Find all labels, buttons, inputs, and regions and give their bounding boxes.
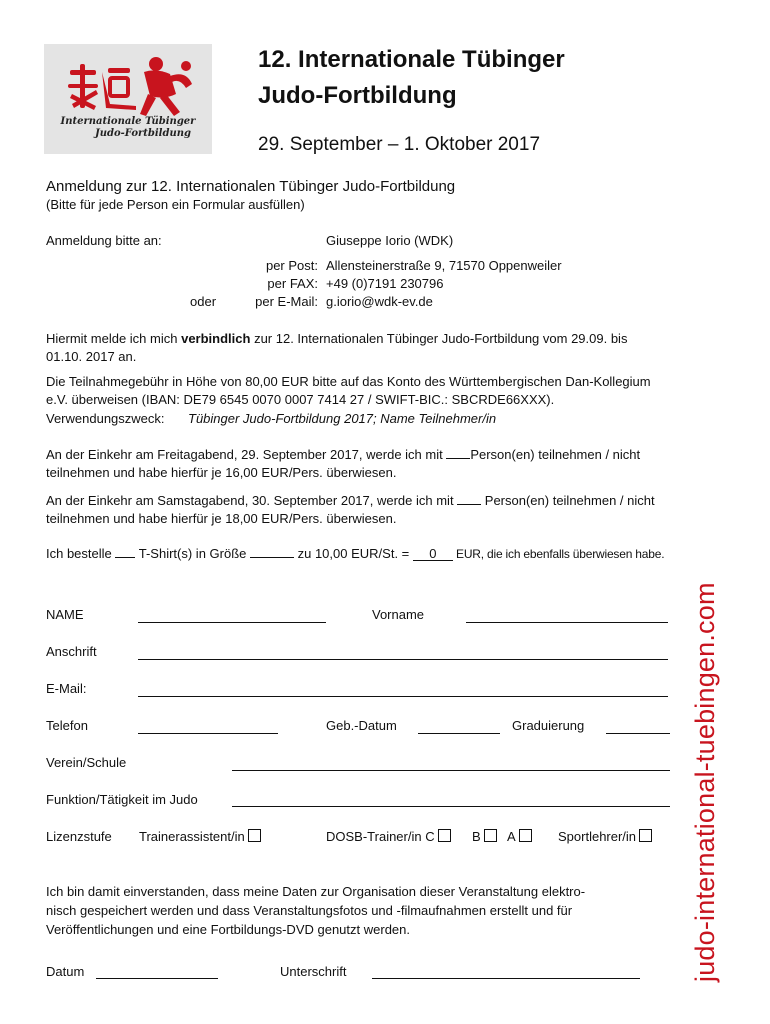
saturday-text-b: Person(en) teilnehmen / nicht bbox=[481, 493, 655, 508]
saturday-text-c: teilnehmen und habe hierfür je 18,00 EUR/Pers. überwiesen. bbox=[46, 511, 397, 526]
name-field[interactable] bbox=[138, 622, 326, 623]
geb-datum-label: Geb.-Datum bbox=[326, 718, 397, 733]
dosb-c-option[interactable] bbox=[326, 829, 451, 844]
friday-text-a: An der Einkehr am Freitagabend, 29. September 2017, werde ich mit bbox=[46, 447, 447, 462]
vorname-field[interactable] bbox=[466, 622, 668, 623]
saturday-persons-blank[interactable] bbox=[457, 492, 481, 505]
trainerassistent-checkbox[interactable] bbox=[248, 829, 261, 842]
anschrift-field[interactable] bbox=[138, 659, 668, 660]
tshirt-amount-field[interactable] bbox=[413, 546, 453, 561]
dosb-b-label: B bbox=[472, 829, 481, 844]
graduierung-field[interactable] bbox=[606, 733, 670, 734]
telefon-label: Telefon bbox=[46, 718, 88, 733]
post-label: per Post: bbox=[265, 258, 318, 273]
para1-text-a: Hiermit melde ich mich bbox=[46, 331, 182, 346]
consent-line1: Ich bin damit einverstanden, dass meine Daten zur Organisation dieser Veranstaltung elektro- bbox=[46, 884, 586, 899]
fax-label: per FAX: bbox=[267, 276, 318, 291]
trainerassistent-option[interactable] bbox=[139, 829, 261, 844]
trainerassistent-label: Trainerassistent/in bbox=[139, 829, 245, 844]
fax-number: +49 (0)7191 230796 bbox=[326, 276, 444, 291]
para1-text-b: zur 12. Internationalen Tübinger Judo-Fortbildung vom 29.09. bis bbox=[250, 331, 628, 346]
friday-text-c: teilnehmen und habe hierfür je 16,00 EUR/Pers. überwiesen. bbox=[46, 465, 397, 480]
logo-caption-line2: Judo-Fortbildung bbox=[94, 128, 192, 139]
tshirt-text-c: zu 10,00 EUR/St. = bbox=[294, 546, 413, 561]
anschrift-label: Anschrift bbox=[46, 644, 97, 659]
sportlehrer-label: Sportlehrer/in bbox=[558, 829, 637, 844]
saturday-text-a: An der Einkehr am Samstagabend, 30. September 2017, werde ich mit bbox=[46, 493, 458, 508]
event-logo bbox=[44, 44, 212, 154]
verein-label: Verein/Schule bbox=[46, 755, 127, 770]
vorname-label: Vorname bbox=[372, 607, 425, 622]
friday-dinner-option bbox=[46, 446, 726, 482]
telefon-field[interactable] bbox=[138, 733, 278, 734]
datum-field[interactable] bbox=[96, 978, 218, 979]
para1-bold: verbindlich bbox=[181, 331, 251, 346]
registration-statement bbox=[46, 330, 696, 366]
consent-line2: nisch gespeichert werden und dass Veranstaltungsfotos und -filmaufnahmen erstellt und für bbox=[46, 903, 573, 918]
dosb-c-label: DOSB-Trainer/in C bbox=[326, 829, 435, 844]
tshirt-count-blank[interactable] bbox=[115, 545, 135, 558]
title-line1: 12. Internationale Tübinger bbox=[258, 46, 565, 73]
signature-field[interactable] bbox=[372, 978, 640, 979]
email-field[interactable] bbox=[138, 696, 668, 697]
dosb-b-option[interactable] bbox=[472, 829, 497, 844]
dosb-b-checkbox[interactable] bbox=[484, 829, 497, 842]
geb-datum-field[interactable] bbox=[418, 733, 500, 734]
tshirt-text-d: EUR, die ich ebenfalls überwiesen habe. bbox=[452, 547, 665, 561]
sportlehrer-option[interactable] bbox=[558, 829, 652, 844]
contact-name: Giuseppe Iorio (WDK) bbox=[326, 233, 454, 248]
logo-caption-line1: Internationale Tübinger bbox=[60, 116, 196, 127]
event-date: 29. September – 1. Oktober 2017 bbox=[258, 134, 541, 155]
lizenzstufe-label: Lizenzstufe bbox=[46, 829, 112, 844]
email-label: per E-Mail: bbox=[255, 294, 318, 309]
page-title bbox=[258, 42, 678, 114]
oder-label: oder bbox=[190, 294, 217, 309]
friday-persons-blank[interactable] bbox=[446, 446, 470, 459]
para2-line1: Die Teilnahmegebühr in Höhe von 80,00 EUR bitte auf das Konto des Württembergischen Dan-Kollegium bbox=[46, 374, 651, 389]
para2-line2: e.V. überweisen (IBAN: DE79 6545 0070 0007 7414 27 / SWIFT-BIC.: SBCRDE66XXX). bbox=[46, 392, 555, 407]
datum-label: Datum bbox=[46, 964, 85, 979]
dosb-a-label: A bbox=[507, 829, 516, 844]
verein-field[interactable] bbox=[232, 770, 670, 771]
purpose-value: Tübinger Judo-Fortbildung 2017; Name Teilnehmer/in bbox=[188, 411, 497, 426]
form-note: (Bitte für jede Person ein Formular ausfüllen) bbox=[46, 197, 305, 212]
contact-label: Anmeldung bitte an: bbox=[46, 233, 162, 248]
funktion-field[interactable] bbox=[232, 806, 670, 807]
funktion-label: Funktion/Tätigkeit im Judo bbox=[46, 792, 198, 807]
dosb-a-checkbox[interactable] bbox=[519, 829, 532, 842]
saturday-dinner-option bbox=[46, 492, 736, 528]
sportlehrer-checkbox[interactable] bbox=[639, 829, 652, 842]
para1-text-c: 01.10. 2017 an. bbox=[46, 349, 137, 364]
tshirt-text-a: Ich bestelle bbox=[46, 546, 116, 561]
post-address: Allensteinerstraße 9, 71570 Oppenweiler bbox=[326, 258, 562, 273]
consent-line3: Veröffentlichungen und eine Fortbildungs-DVD genutzt werden. bbox=[46, 922, 410, 937]
graduierung-label: Graduierung bbox=[512, 718, 585, 733]
dosb-a-option[interactable] bbox=[507, 829, 532, 844]
tshirt-size-blank[interactable] bbox=[250, 545, 294, 558]
tshirt-amount-value: 0 bbox=[429, 546, 437, 561]
dosb-c-checkbox[interactable] bbox=[438, 829, 451, 842]
tshirt-order bbox=[46, 545, 726, 561]
purpose-label: Verwendungszweck: bbox=[46, 411, 165, 426]
title-line2: Judo-Fortbildung bbox=[258, 82, 457, 109]
email-field-label: E-Mail: bbox=[46, 681, 87, 696]
friday-text-b: Person(en) teilnehmen / nicht bbox=[470, 447, 641, 462]
fee-statement bbox=[46, 373, 706, 409]
tshirt-text-b: T-Shirt(s) in Größe bbox=[135, 546, 250, 561]
email-address: g.iorio@wdk-ev.de bbox=[326, 294, 433, 309]
unterschrift-label: Unterschrift bbox=[280, 964, 347, 979]
judo-figure-icon bbox=[52, 50, 202, 122]
consent-text bbox=[46, 882, 706, 939]
side-website-url: judo-international-tuebingen.com bbox=[690, 582, 720, 982]
name-label: NAME bbox=[46, 607, 84, 622]
form-heading: Anmeldung zur 12. Internationalen Tübinger Judo-Fortbildung bbox=[46, 178, 456, 195]
